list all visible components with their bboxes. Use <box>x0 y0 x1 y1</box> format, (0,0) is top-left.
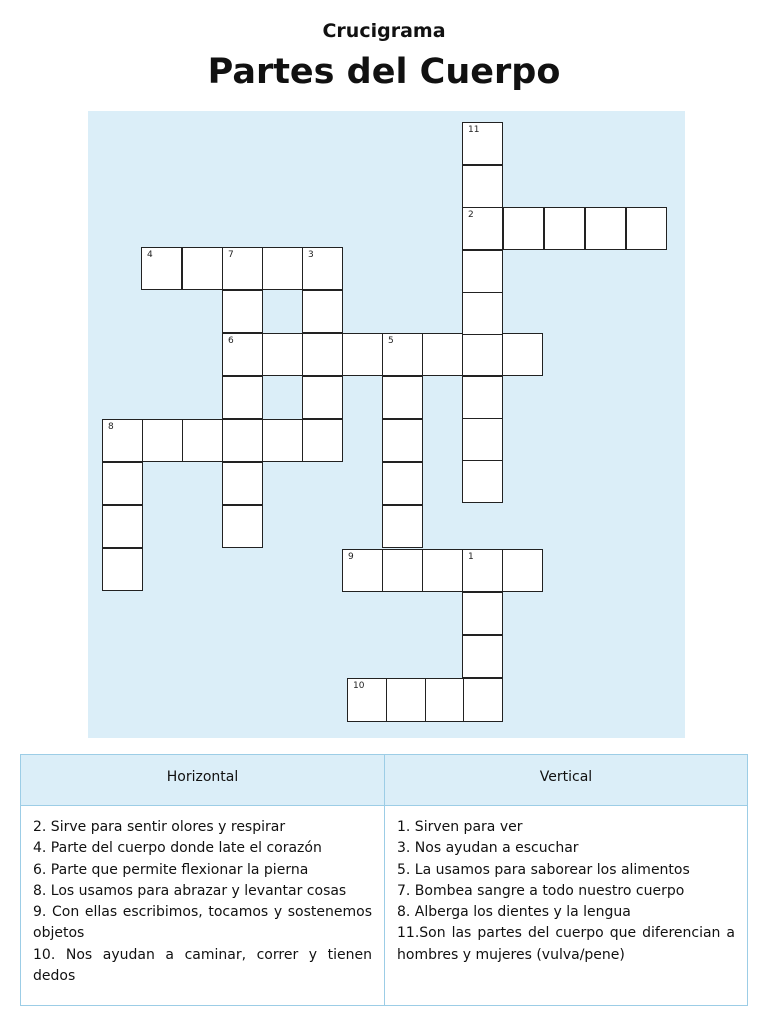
crossword-cell <box>462 635 503 678</box>
crossword-cell <box>222 462 263 505</box>
crossword-cell <box>462 207 503 250</box>
clue-number: 7 <box>228 250 234 260</box>
crossword-cell <box>222 376 263 419</box>
subtitle: Crucigrama <box>322 20 446 42</box>
clue-item: 10. Nos ayudan a caminar, correr y tienen dedos <box>33 946 372 985</box>
crossword-cell <box>422 549 463 592</box>
crossword-cell <box>503 207 544 250</box>
crossword-cell <box>382 462 423 505</box>
clue-number: 10 <box>353 681 365 691</box>
crossword-cell <box>302 419 343 462</box>
clue-item: 6. Parte que permite flexionar la pierna <box>33 861 309 878</box>
clue-item: 8. Alberga los dientes y la lengua <box>397 904 631 921</box>
crossword-cell <box>425 678 465 722</box>
clue-item: 8. Los usamos para abrazar y levantar cosas <box>33 882 347 899</box>
clue-item: 1. Sirven para ver <box>397 819 523 835</box>
crossword-cell <box>382 333 423 376</box>
crossword-cell <box>182 419 223 462</box>
crossword-cell <box>262 419 303 462</box>
crossword-cell <box>462 460 503 503</box>
crossword-cell <box>463 678 503 722</box>
crossword-cell <box>142 419 183 462</box>
crossword-cell <box>502 549 543 592</box>
clue-item: 11.Son las partes del cuerpo que diferencian a hombres y mujeres (vulva/pene) <box>397 925 735 963</box>
crossword-cell <box>102 462 143 505</box>
clue-item: 9. Con ellas escribimos, tocamos y sostenemos objetos <box>33 904 372 942</box>
clue-item: 3. Nos ayudan a escuchar <box>397 840 579 857</box>
crossword-grid <box>88 111 685 738</box>
crossword-cell <box>462 122 503 165</box>
vertical-header: Vertical <box>539 769 593 785</box>
crossword-cell <box>462 376 503 419</box>
clue-number: 8 <box>108 422 114 432</box>
crossword-cell <box>347 678 387 722</box>
page-title: Partes del Cuerpo <box>207 52 561 92</box>
clue-item: 5. La usamos para saborear los alimentos <box>397 861 690 878</box>
crossword-cell <box>141 247 182 290</box>
crossword-cell <box>462 549 503 592</box>
clue-item: 2. Sirve para sentir olores y respirar <box>33 819 286 835</box>
crossword-cell <box>102 505 143 548</box>
clue-number: 5 <box>388 336 394 346</box>
crossword-cell <box>544 207 585 250</box>
crossword-cell <box>585 207 626 250</box>
clue-number: 1 <box>468 552 474 562</box>
clues-table <box>20 754 748 1006</box>
horizontal-clues <box>33 817 372 987</box>
crossword-cell <box>182 247 223 290</box>
clue-number: 4 <box>147 250 153 260</box>
crossword-cell <box>302 376 343 419</box>
vertical-clues <box>397 817 735 966</box>
clue-item: 4. Parte del cuerpo donde late el corazón <box>33 840 322 857</box>
crossword-cell <box>302 247 343 290</box>
clue-number: 9 <box>348 552 354 562</box>
crossword-cell <box>382 505 423 548</box>
crossword-cell <box>262 333 303 376</box>
crossword-cell <box>102 419 143 462</box>
column-divider <box>384 755 385 1005</box>
crossword-cell <box>342 549 383 592</box>
crossword-cell <box>422 333 463 376</box>
crossword-cell <box>342 333 383 376</box>
crossword-cell <box>262 247 303 290</box>
crossword-cell <box>222 333 263 376</box>
crossword-cell <box>222 247 263 290</box>
crossword-cell <box>462 592 503 635</box>
crossword-cell <box>222 290 263 333</box>
crossword-cell <box>462 418 503 461</box>
clue-number: 3 <box>308 250 314 260</box>
crossword-cell <box>386 678 426 722</box>
clue-number: 2 <box>468 210 474 220</box>
horizontal-header: Horizontal <box>166 769 239 785</box>
crossword-cell <box>502 333 543 376</box>
crossword-cell <box>302 333 343 376</box>
crossword-cell <box>382 549 423 592</box>
crossword-cell <box>626 207 667 250</box>
crossword-cell <box>462 333 503 376</box>
crossword-cell <box>462 165 503 208</box>
crossword-cell <box>382 376 423 419</box>
crossword-cell <box>222 419 263 462</box>
clue-item: 7. Bombea sangre a todo nuestro cuerpo <box>397 882 685 899</box>
crossword-cell <box>302 290 343 333</box>
crossword-cell <box>102 548 143 591</box>
crossword-cell <box>222 505 263 548</box>
crossword-cell <box>382 419 423 462</box>
crossword-cell <box>462 250 503 293</box>
clue-number: 6 <box>228 336 234 346</box>
crossword-cell <box>462 292 503 335</box>
clue-number: 11 <box>468 125 480 135</box>
